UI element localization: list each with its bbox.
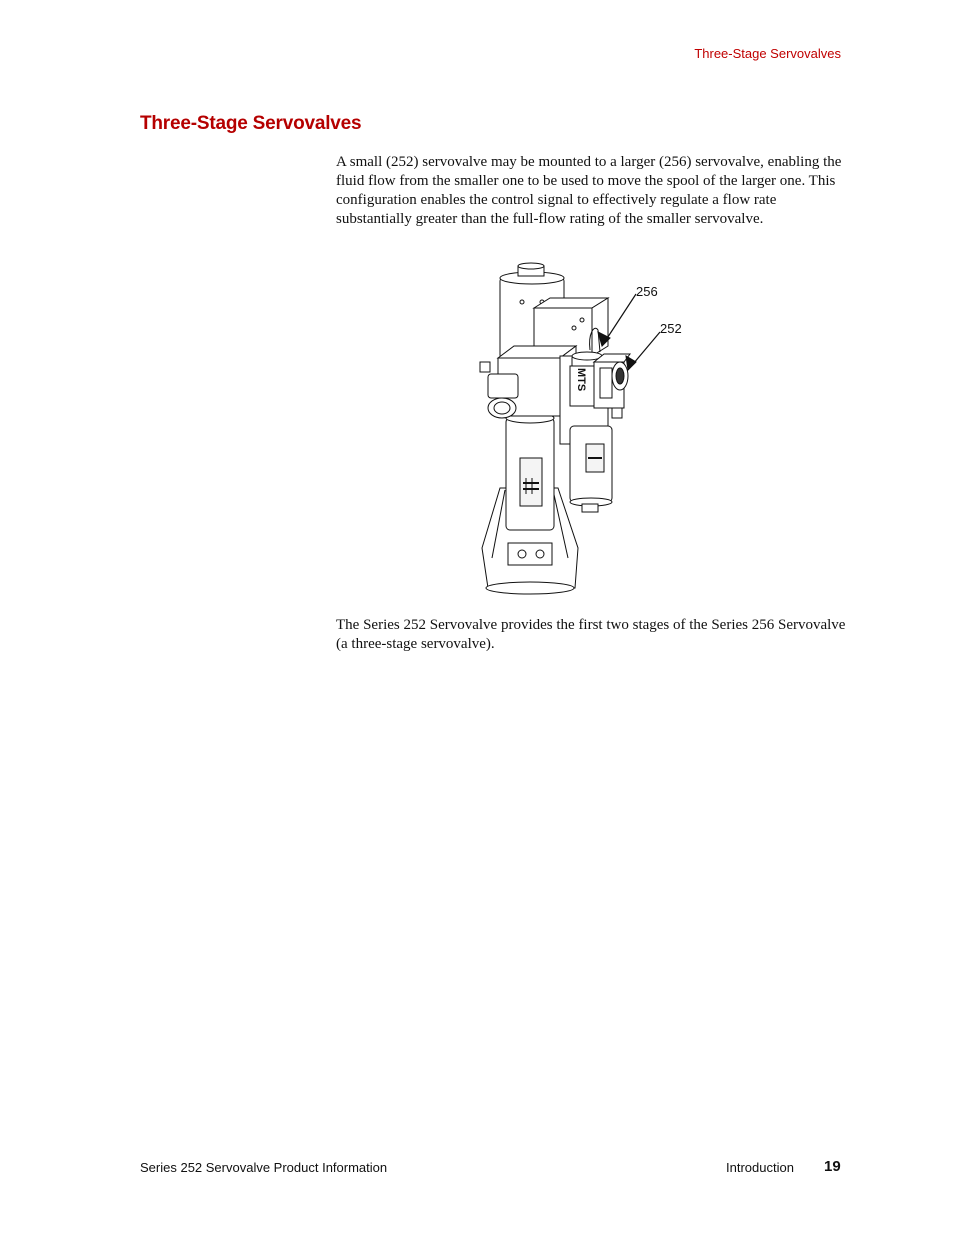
footer-doc-title: Series 252 Servovalve Product Information	[140, 1160, 388, 1175]
footer-section: Introduction	[726, 1160, 794, 1175]
servovalve-illustration	[470, 258, 700, 603]
callout-256: 256	[636, 284, 658, 299]
summary-paragraph: The Series 252 Servovalve provides the first two stages of the Series 256 Servovalve (a three-stage servovalve).	[336, 617, 846, 652]
running-header: Three-Stage Servovalves	[694, 46, 841, 61]
mts-logo-text: MTS	[575, 368, 587, 392]
callout-252: 252	[660, 321, 682, 336]
page-number: 19	[824, 1158, 841, 1175]
intro-paragraph: A small (252) servovalve may be mounted to a larger (256) servovalve, enabling the fluid flow from the smaller one to be used to move the spool of the larger one. This configuration enables the control signal to effectively regulate a flow rate substantially greater than the full-flow rating of the smaller servovalve.	[336, 154, 842, 227]
section-title: Three-Stage Servovalves	[140, 113, 362, 134]
